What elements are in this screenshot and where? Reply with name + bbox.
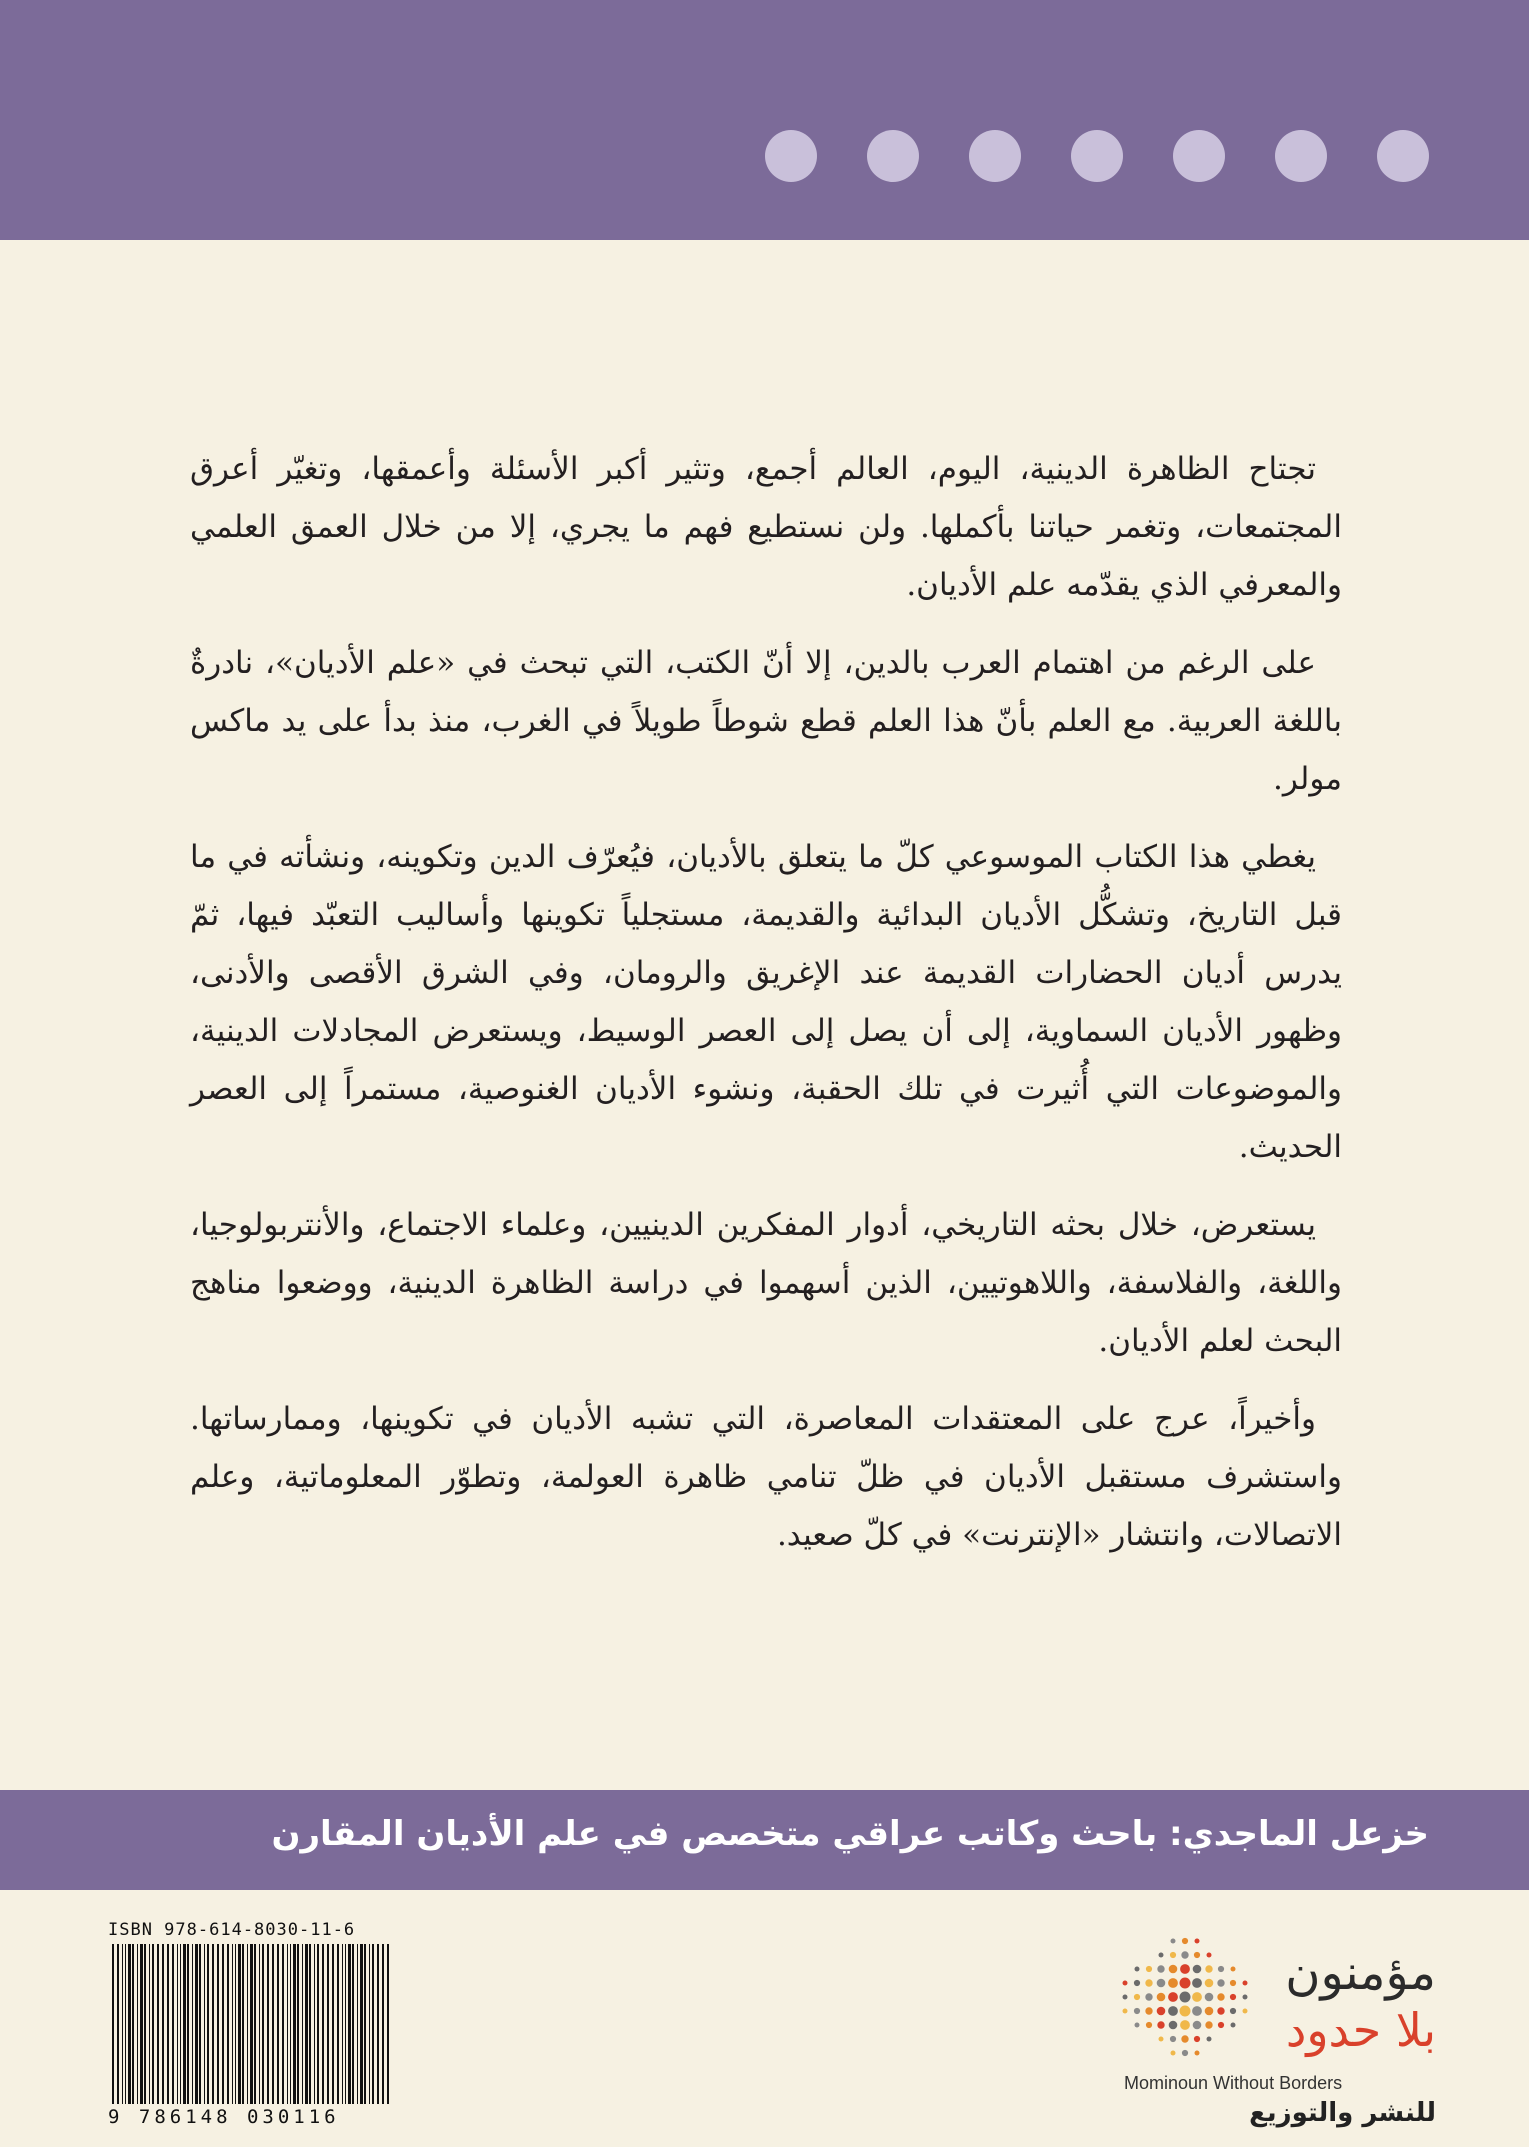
- blurb-paragraph: تجتاح الظاهرة الدينية، اليوم، العالم أجمع، وتثير أكبر الأسئلة وأعمقها، وتغيّر أعرق المجتمعات، وتغمر حياتنا بأكملها. ولن نستطيع فهم ما يجري، إلا من خلال العمق العلمي والمعرفي الذي يقدّمه علم الأديان.: [190, 451, 1342, 603]
- decorative-dot: [1173, 130, 1225, 182]
- barcode-bar: [222, 1944, 224, 2104]
- publisher-tagline: للنشر والتوزيع: [1249, 2098, 1436, 2128]
- publisher-name-line1: مؤمنون: [1285, 1945, 1436, 2001]
- barcode-bar: [262, 1944, 264, 2104]
- barcode-bar: [277, 1944, 279, 2104]
- barcode-bar: [157, 1944, 159, 2104]
- barcode-bar: [183, 1944, 186, 2104]
- logo-dot: [1157, 1993, 1166, 2002]
- barcode-bar: [317, 1944, 319, 2104]
- logo-dot: [1193, 2021, 1202, 2030]
- barcode-bar: [314, 1944, 315, 2104]
- logo-dot: [1243, 2009, 1248, 2014]
- logo-dot: [1135, 2023, 1140, 2028]
- logo-dot: [1146, 2022, 1152, 2028]
- decorative-dot: [969, 130, 1021, 182]
- logo-dot: [1171, 1939, 1176, 1944]
- blurb-paragraph: على الرغم من اهتمام العرب بالدين، إلا أنّ الكتب، التي تبحث في «علم الأديان»، نادرةٌ باللغة العربية. مع العلم بأنّ هذا العلم قطع شوطاً طويلاً في الغرب، منذ بدأ على يد ماكس مولر.: [190, 645, 1342, 797]
- barcode-bar: [199, 1944, 201, 2104]
- logo-dot: [1205, 2007, 1214, 2016]
- logo-dot: [1217, 1993, 1224, 2000]
- logo-dot: [1169, 2021, 1178, 2030]
- logo-dot: [1218, 2022, 1224, 2028]
- logo-dot: [1157, 1965, 1164, 1972]
- barcode-bar: [302, 1944, 303, 2104]
- logo-dot: [1205, 1993, 1214, 2002]
- barcode-digits: 9 786148 030116: [108, 2106, 340, 2128]
- barcode-bar: [259, 1944, 260, 2104]
- logo-dot: [1231, 2023, 1236, 2028]
- barcode-bars: [108, 1944, 398, 2104]
- barcode-bar: [342, 1944, 343, 2104]
- barcode-bar: [305, 1944, 308, 2104]
- barcode-bar: [117, 1944, 119, 2104]
- logo-dot: [1230, 1980, 1236, 1986]
- logo-dot: [1135, 1967, 1140, 1972]
- logo-dot: [1207, 1953, 1212, 1958]
- barcode-bar: [137, 1944, 138, 2104]
- logo-dot: [1170, 2036, 1176, 2042]
- barcode-bar: [357, 1944, 358, 2104]
- logo-dot: [1181, 1951, 1188, 1958]
- logo-dot: [1180, 1992, 1191, 2003]
- logo-dot: [1182, 1938, 1188, 1944]
- logo-dot: [1134, 2008, 1140, 2014]
- logo-dot: [1134, 1980, 1140, 1986]
- logo-dot: [1159, 2037, 1164, 2042]
- logo-dot: [1146, 1966, 1152, 1972]
- logo-dot: [1170, 1952, 1176, 1958]
- logo-dot: [1243, 1981, 1248, 1986]
- blurb-paragraph: وأخيراً، عرج على المعتقدات المعاصرة، التي تشبه الأديان في تكوينها، وممارساتها. واستشرف مستقبل الأديان في ظلّ تنامي ظاهرة العولمة، وتطوّر المعلوماتية، وعلم الاتصالات، وانتشار «الإنترنت» في كلّ صعيد.: [190, 1401, 1342, 1553]
- logo-dot: [1123, 1981, 1128, 1986]
- barcode-bar: [247, 1944, 248, 2104]
- barcode-bar: [297, 1944, 299, 2104]
- top-color-band: [0, 0, 1529, 240]
- barcode-bar: [207, 1944, 209, 2104]
- logo-dot: [1181, 2035, 1188, 2042]
- barcode-bar: [132, 1944, 134, 2104]
- barcode-bar: [217, 1944, 219, 2104]
- barcode-bar: [290, 1944, 291, 2104]
- barcode-bar: [242, 1944, 244, 2104]
- logo-dot: [1192, 2006, 1202, 2016]
- logo-dot: [1195, 2051, 1200, 2056]
- barcode-bar: [267, 1944, 269, 2104]
- barcode-bar: [144, 1944, 146, 2104]
- barcode-bar: [387, 1944, 389, 2104]
- publisher-name-line2: بلا حدود: [1285, 2003, 1436, 2057]
- decorative-dot: [867, 130, 919, 182]
- barcode-bar: [167, 1944, 169, 2104]
- publisher-logo-block: [1120, 1915, 1440, 2135]
- barcode-bar: [372, 1944, 374, 2104]
- logo-dot: [1231, 1967, 1236, 1972]
- barcode-bar: [369, 1944, 370, 2104]
- barcode-block: [108, 1920, 398, 2135]
- decorative-dots: [765, 130, 1429, 182]
- barcode-bar: [232, 1944, 233, 2104]
- logo-dot: [1169, 1965, 1178, 1974]
- back-cover-blurb: [190, 440, 1342, 1584]
- logo-dot: [1217, 1979, 1224, 1986]
- decorative-dot: [1377, 130, 1429, 182]
- barcode-bar: [180, 1944, 181, 2104]
- barcode-bar: [125, 1944, 126, 2104]
- barcode-bar: [254, 1944, 256, 2104]
- logo-dot: [1180, 1964, 1190, 1974]
- barcode-bar: [112, 1944, 114, 2104]
- barcode-bar: [360, 1944, 363, 2104]
- barcode-bar: [322, 1944, 324, 2104]
- logo-dot: [1157, 2021, 1164, 2028]
- logo-dot: [1207, 2037, 1212, 2042]
- barcode-bar: [235, 1944, 236, 2104]
- barcode-bar: [250, 1944, 253, 2104]
- author-bio: خزعل الماجدي: باحث وكاتب عراقي متخصص في علم الأديان المقارن: [271, 1814, 1429, 1854]
- barcode-bar: [162, 1944, 164, 2104]
- logo-dot: [1123, 2009, 1128, 2014]
- barcode-bar: [227, 1944, 229, 2104]
- logo-dot: [1193, 1965, 1202, 1974]
- barcode-bar: [364, 1944, 366, 2104]
- blurb-paragraph: يغطي هذا الكتاب الموسوعي كلّ ما يتعلق بالأديان، فيُعرّف الدين وتكوينه، ونشأته في ما قبل التاريخ، وتشكُّل الأديان البدائية والقديمة، مستجلياً تكوينها وأساليب التعبّد فيها، ثمّ يدرس أديان الحضارات القديمة عند الإغريق والرومان، وفي الشرق الأقصى والأدنى، وظهور الأديان السماوية، إلى أن يصل إلى العصر الوسيط، ويستعرض المجادلات الدينية، والموضوعات التي أُثيرت في تلك الحقبة، ونشوء الأديان الغنوصية، مستمراً إلى العصر الحديث.: [190, 839, 1342, 1165]
- barcode-bar: [352, 1944, 354, 2104]
- barcode-bar: [172, 1944, 174, 2104]
- author-band: [0, 1790, 1529, 1890]
- logo-dot: [1157, 2007, 1166, 2016]
- logo-dot: [1205, 1979, 1214, 1988]
- barcode-bar: [327, 1944, 329, 2104]
- logo-dot: [1218, 1966, 1224, 1972]
- logo-dot: [1134, 1994, 1140, 2000]
- barcode-bar: [272, 1944, 274, 2104]
- logo-dot: [1180, 1978, 1191, 1989]
- logo-dot: [1145, 1993, 1152, 2000]
- barcode-bar: [212, 1944, 214, 2104]
- logo-dot: [1168, 1978, 1178, 1988]
- barcode-bar: [204, 1944, 205, 2104]
- barcode-bar: [149, 1944, 150, 2104]
- logo-dot: [1157, 1979, 1166, 1988]
- logo-dot: [1159, 1953, 1164, 1958]
- barcode-bar: [345, 1944, 346, 2104]
- logo-dot: [1243, 1995, 1248, 2000]
- logo-dot: [1194, 2036, 1200, 2042]
- logo-dot: [1195, 1939, 1200, 1944]
- logo-dot: [1217, 2007, 1224, 2014]
- barcode-bar: [309, 1944, 311, 2104]
- isbn-label: ISBN 978-614-8030-11-6: [108, 1920, 356, 1940]
- decorative-dot: [1275, 130, 1327, 182]
- blurb-paragraph: يستعرض، خلال بحثه التاريخي، أدوار المفكرين الدينيين، وعلماء الاجتماع، والأنتربولوجيا، واللغة، والفلاسفة، واللاهوتيين، الذين أسهموا في دراسة الظاهرة الدينية، ووضعوا مناهج البحث لعلم الأديان.: [190, 1207, 1342, 1359]
- barcode-bar: [177, 1944, 178, 2104]
- barcode-bar: [282, 1944, 284, 2104]
- decorative-dot: [765, 130, 817, 182]
- logo-dot: [1230, 1994, 1236, 2000]
- barcode-bar: [128, 1944, 131, 2104]
- barcode-bar: [293, 1944, 296, 2104]
- decorative-dot: [1071, 130, 1123, 182]
- logo-dot: [1182, 2050, 1188, 2056]
- logo-dot: [1123, 1995, 1128, 2000]
- dotted-sphere-logo-icon: [1120, 1929, 1250, 2069]
- logo-dot: [1205, 2021, 1212, 2028]
- barcode-bar: [152, 1944, 154, 2104]
- barcode-bar: [140, 1944, 143, 2104]
- logo-dot: [1180, 2006, 1191, 2017]
- barcode-bar: [238, 1944, 241, 2104]
- logo-dot: [1192, 1978, 1202, 1988]
- logo-dot: [1194, 1952, 1200, 1958]
- barcode-bar: [337, 1944, 339, 2104]
- publisher-name-english: Mominoun Without Borders: [1124, 2073, 1343, 2093]
- barcode-bar: [287, 1944, 288, 2104]
- logo-dot: [1168, 1992, 1178, 2002]
- barcode-bar: [332, 1944, 334, 2104]
- logo-dot: [1145, 1979, 1152, 1986]
- barcode-bar: [382, 1944, 384, 2104]
- logo-dot: [1192, 1992, 1202, 2002]
- logo-dot: [1145, 2007, 1152, 2014]
- barcode-bar: [348, 1944, 351, 2104]
- logo-dot: [1230, 2008, 1236, 2014]
- logo-dot: [1171, 2051, 1176, 2056]
- barcode-bar: [122, 1944, 123, 2104]
- barcode-bar: [195, 1944, 198, 2104]
- logo-dot: [1205, 1965, 1212, 1972]
- logo-dot: [1180, 2020, 1190, 2030]
- barcode-bar: [377, 1944, 379, 2104]
- barcode-bar: [187, 1944, 189, 2104]
- logo-dot: [1168, 2006, 1178, 2016]
- barcode-bar: [192, 1944, 193, 2104]
